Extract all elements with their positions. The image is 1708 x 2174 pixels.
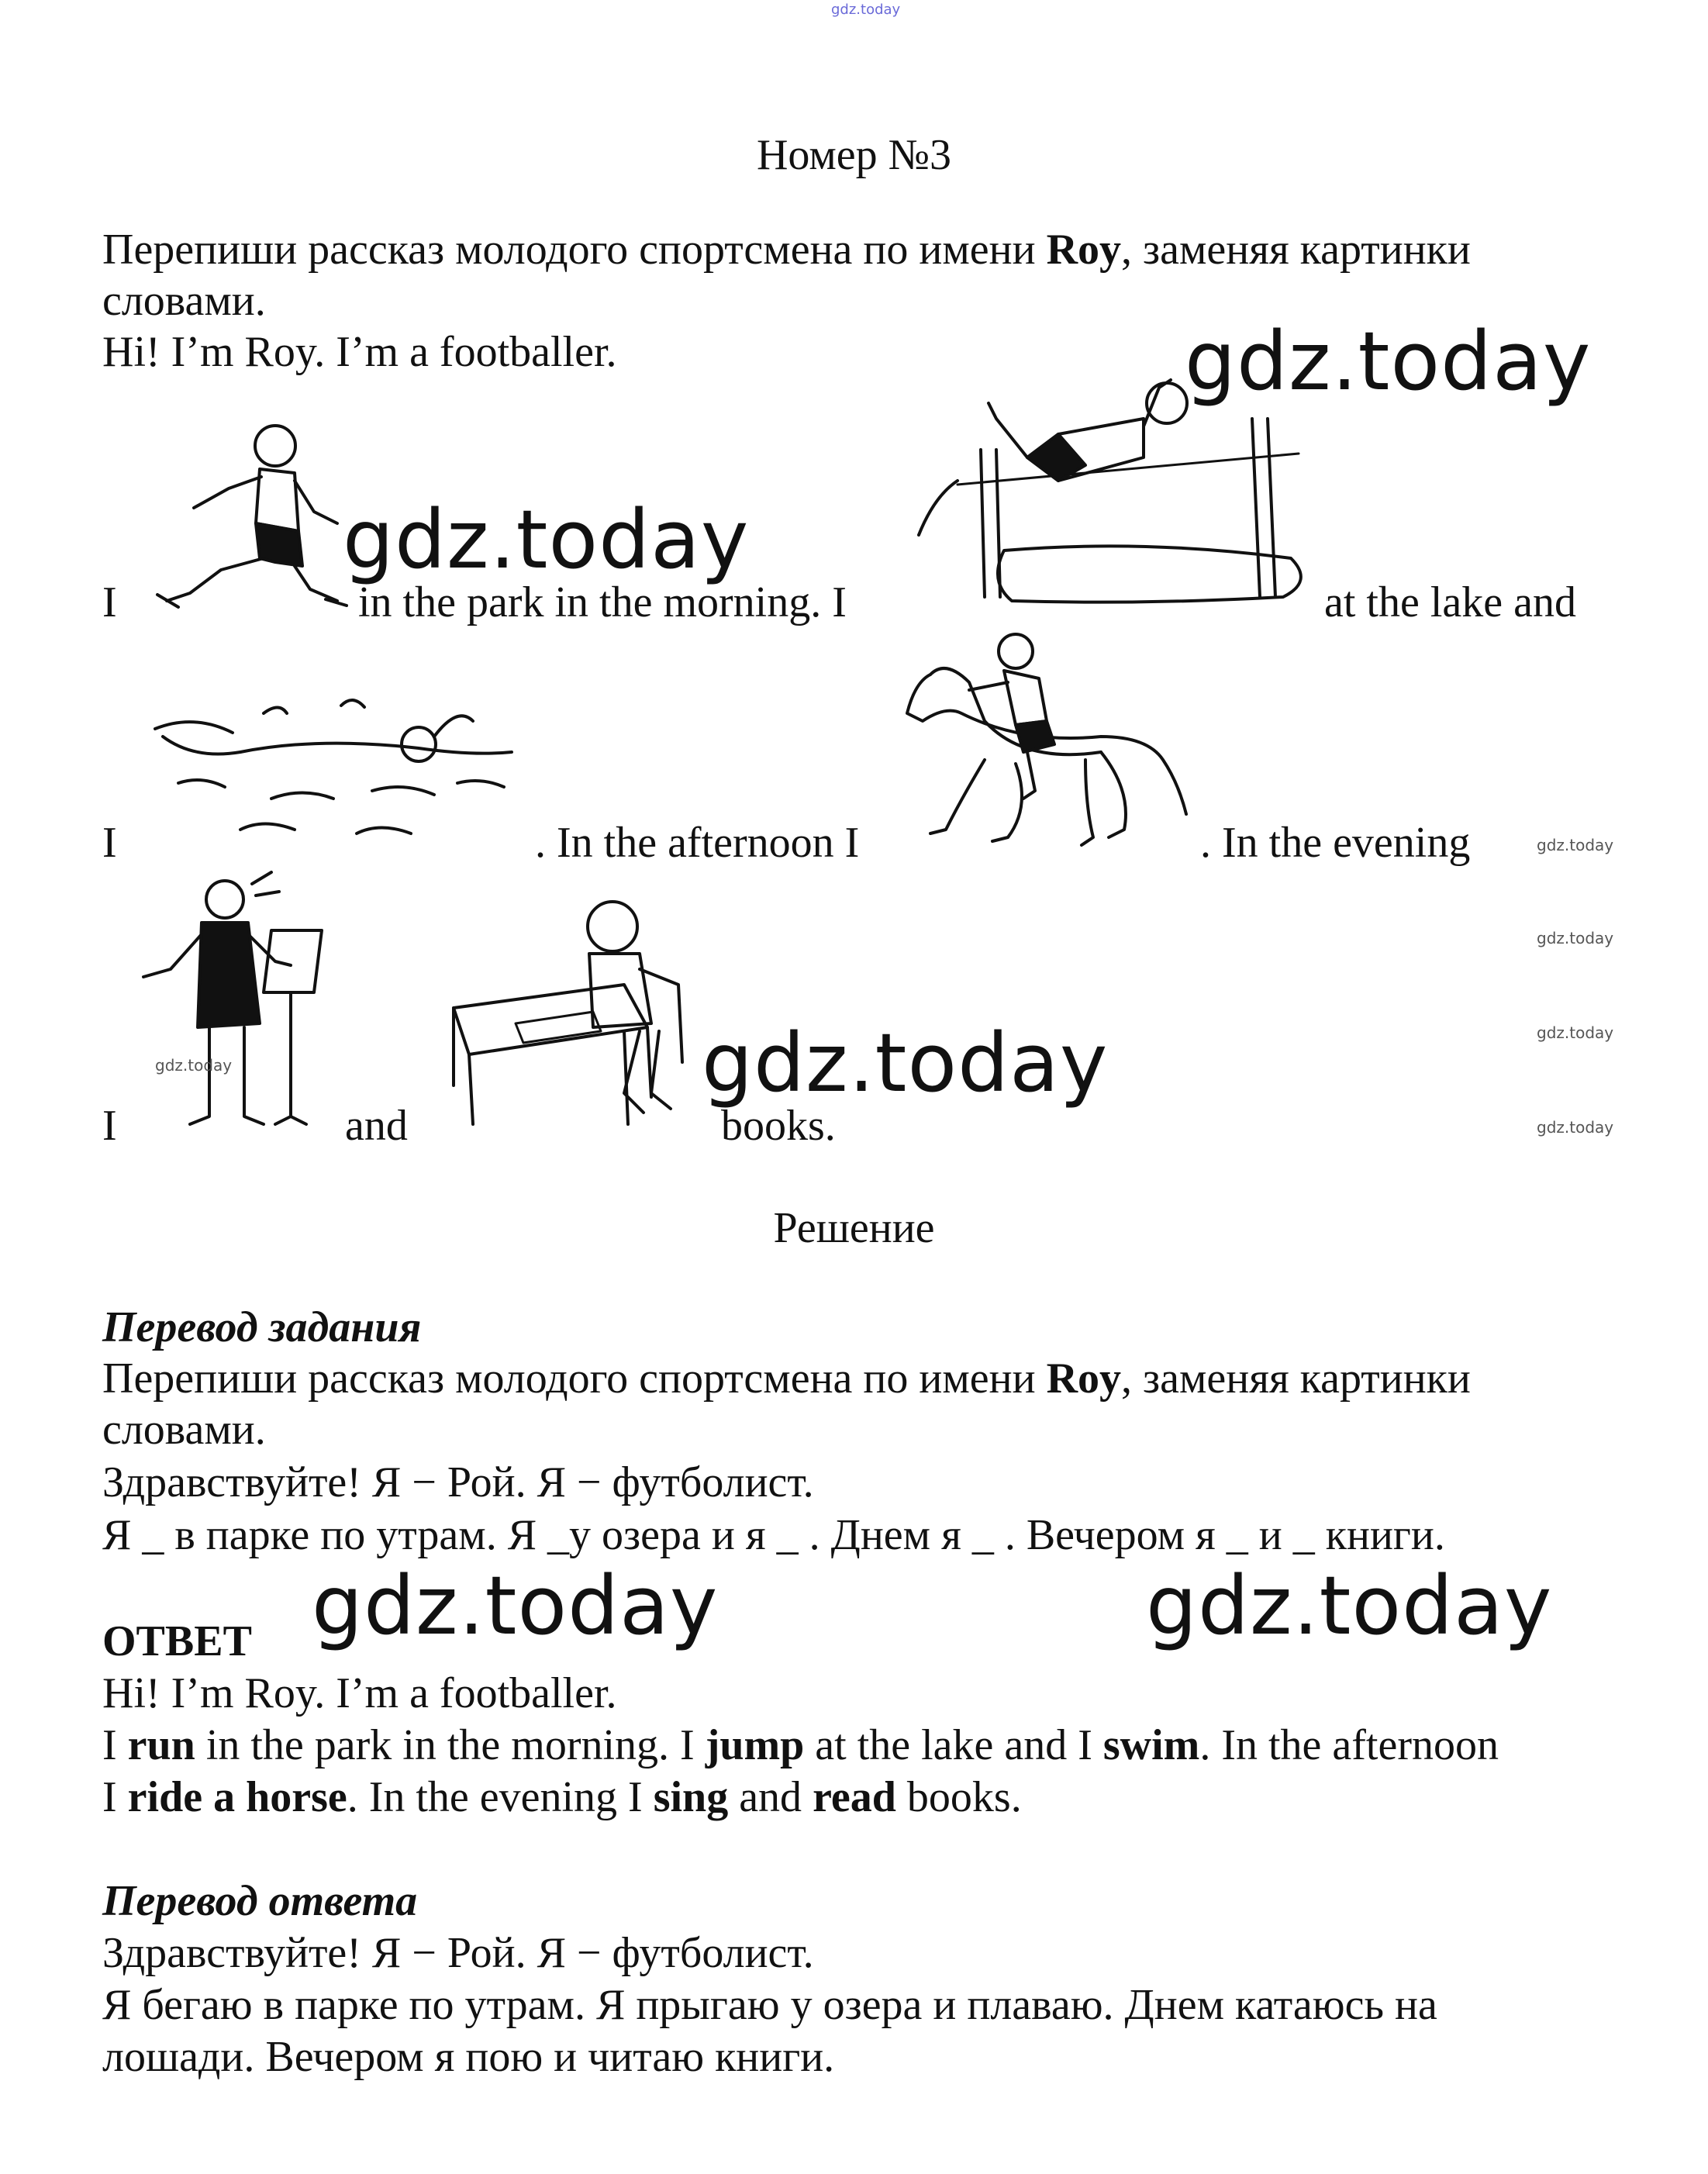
watermark-big-3: gdz.today xyxy=(702,1016,1109,1110)
translation-answer-heading: Перевод ответа xyxy=(102,1877,418,1925)
watermark-small-4: gdz.today xyxy=(1537,1118,1614,1137)
translation-task-line-1: Перепиши рассказ молодого спортсмена по имени Roy, заменяя картинки xyxy=(102,1354,1471,1403)
answer-line-2: I run in the park in the morning. I jump at the lake and I swim. In the afternoon xyxy=(102,1721,1499,1769)
task-line-1: Перепиши рассказ молодого спортсмена по имени Roy, заменяя картинки xyxy=(102,226,1471,274)
watermark-small-2: gdz.today xyxy=(1537,929,1614,947)
watermark-small-5: gdz.today xyxy=(155,1056,233,1075)
row1-end: at the lake and xyxy=(1324,578,1576,626)
task-intro: Hi! I’m Roy. I’m a footballer. xyxy=(102,328,617,376)
watermark-small-1: gdz.today xyxy=(1537,836,1614,854)
watermark-big-1: gdz.today xyxy=(1185,314,1592,409)
horse-rider-picture xyxy=(899,628,1194,853)
watermark-big-4: gdz.today xyxy=(312,1558,719,1653)
answer-heading: ОТВЕТ xyxy=(102,1617,252,1665)
watermark-small-3: gdz.today xyxy=(1537,1023,1614,1042)
translation-task-line-2: словами. xyxy=(102,1406,266,1454)
solution-heading: Решение xyxy=(773,1204,935,1252)
row3-i: I xyxy=(102,1102,117,1150)
watermark-big-2: gdz.today xyxy=(343,492,750,587)
row1-i: I xyxy=(102,578,117,626)
row3-mid: and xyxy=(345,1102,408,1150)
row2-mid: . In the afternoon I xyxy=(535,819,860,867)
row1-mid: in the park in the morning. I xyxy=(358,578,847,626)
answer-line-1: Hi! I’m Roy. I’m a footballer. xyxy=(102,1669,617,1717)
translation-task-line-4: Я _ в парке по утрам. Я _у озера и я _ . Днем я _ . Вечером я _ и _ книги. xyxy=(102,1511,1445,1559)
translation-answer-line-1: Здравствуйте! Я − Рой. Я − футболист. xyxy=(102,1929,814,1977)
running-boy-picture xyxy=(143,415,345,613)
translation-task-heading: Перевод задания xyxy=(102,1303,422,1351)
swimming-boy-picture xyxy=(147,690,519,853)
reading-boy-picture xyxy=(438,892,702,1132)
row2-end: . In the evening xyxy=(1200,819,1471,867)
page-title: Номер №3 xyxy=(756,131,952,179)
row2-i: I xyxy=(102,819,117,867)
watermark-big-5: gdz.today xyxy=(1146,1558,1553,1653)
answer-line-3: I ride a horse. In the evening I sing and read books. xyxy=(102,1773,1022,1821)
translation-task-line-3: Здравствуйте! Я − Рой. Я − футболист. xyxy=(102,1458,814,1506)
translation-answer-line-2: Я бегаю в парке по утрам. Я прыгаю у озера и плаваю. Днем катаюсь на xyxy=(102,1981,1437,2029)
watermark-top: gdz.today xyxy=(831,2,901,18)
translation-answer-line-3: лошади. Вечером я пою и читаю книги. xyxy=(102,2033,835,2081)
singing-boy-picture xyxy=(136,868,353,1132)
row3-end: books. xyxy=(721,1102,836,1150)
task-line-2: словами. xyxy=(102,277,266,325)
